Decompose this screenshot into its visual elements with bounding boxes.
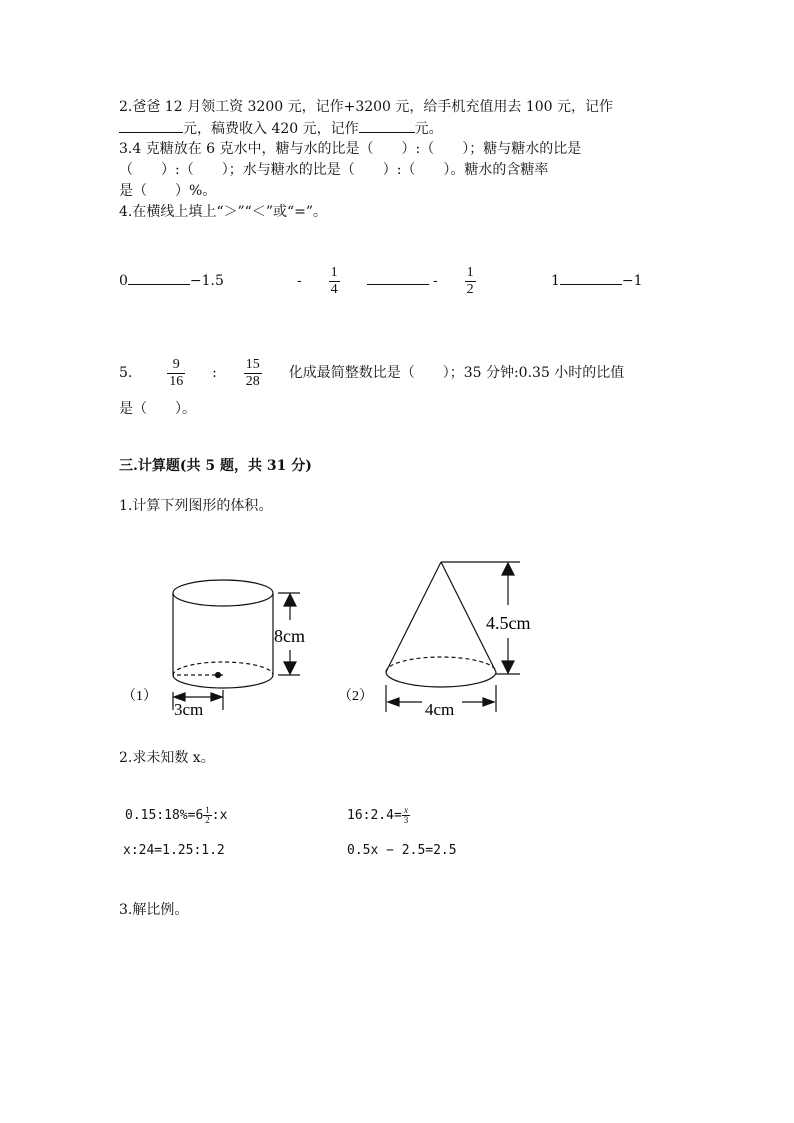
q5-line1: [119, 354, 624, 392]
q5-number: 5.: [119, 365, 133, 381]
equation-1-part: :x: [211, 808, 228, 823]
fraction-one-half: $\frac{1}{2}$: [466, 264, 474, 297]
fraction-x-over-3: $\frac{x}{3}$: [403, 805, 409, 825]
cylinder-bottom-back: [173, 662, 273, 675]
q2-line2: [119, 118, 443, 139]
cone-base-back: [386, 657, 496, 672]
q2-line1: 2.爸爸 12 月领工资 3200 元，记作+3200 元，给手机充值用去 100 元，记作: [119, 99, 614, 115]
equation-3: x:24=1.25:1.2: [123, 843, 225, 858]
figure2-label: （2）: [338, 689, 373, 704]
minus-sign: -: [433, 273, 438, 289]
q4-item1-right: −1.5: [189, 273, 224, 289]
arrowhead: [502, 661, 514, 673]
arrowhead: [502, 563, 514, 575]
calc-q3: 3.解比例。: [119, 902, 189, 918]
cone-base-front: [386, 672, 496, 687]
cylinder-radius-label: 3cm: [174, 700, 204, 719]
minus-sign: -: [297, 273, 302, 289]
mixed-fraction: $\frac{1}{2}$: [205, 805, 210, 825]
equation-2: [347, 806, 410, 826]
equation-4: 0.5x − 2.5=2.5: [347, 843, 457, 858]
answer-blank[interactable]: [367, 270, 429, 285]
answer-blank[interactable]: [119, 118, 183, 133]
cone-left-edge: [386, 562, 441, 672]
q4-item2: [297, 263, 476, 299]
arrowhead: [388, 698, 399, 706]
calc-q1: 1.计算下列图形的体积。: [119, 498, 273, 514]
answer-blank[interactable]: [359, 118, 415, 133]
geometry-figures: [110, 550, 560, 725]
arrowhead: [211, 693, 222, 701]
q4-instruction: 4.在横线上填上“＞”“＜”或“=”。: [119, 204, 328, 220]
q4-item1: [119, 270, 224, 291]
center-dot: [216, 673, 221, 678]
colon: :: [212, 365, 217, 381]
section-title: 三.计算题(共 5 题，共 31 分): [119, 458, 312, 474]
cone-height-label: 4.5cm: [486, 613, 531, 633]
q5-line2: 是（ ）。: [119, 401, 196, 417]
fraction-15-28: $\frac{15}{28}$: [245, 356, 260, 389]
q3-line2: （ ）:（ ）；水与糖水的比是（ ）:（ ）。糖水的含糖率: [119, 162, 549, 178]
equation-1-part: 0.15:18%=6: [125, 808, 204, 823]
q3-line1: 3.4 克糖放在 6 克水中，糖与水的比是（ ）:（ ）；糖与糖水的比是: [119, 141, 582, 157]
arrowhead: [284, 594, 296, 606]
calc-q2: 2.求未知数 x。: [119, 750, 215, 766]
q4-item3-left: 1: [551, 273, 560, 289]
q4-item3-right: −1: [621, 273, 643, 289]
arrowhead: [483, 698, 494, 706]
fraction-9-16: $\frac{9}{16}$: [169, 356, 184, 389]
cylinder-bottom-front: [173, 675, 273, 688]
q5-text: 化成最简整数比是（ ）；35 分钟:0.35 小时的比值: [288, 365, 625, 381]
answer-blank[interactable]: [128, 270, 190, 285]
figure1-label: （1）: [122, 689, 157, 704]
equation-2-part: 16:2.4=: [347, 808, 402, 823]
answer-blank[interactable]: [560, 270, 622, 285]
q3-line3: 是（ ）%。: [119, 183, 217, 199]
cone-figure: [386, 562, 520, 712]
cone-diameter-label: 4cm: [425, 700, 455, 719]
q2-text-end: 元。: [414, 121, 443, 137]
fraction-one-quarter: $\frac{1}{4}$: [330, 264, 338, 297]
arrowhead: [284, 662, 296, 674]
q4-item1-left: 0: [119, 273, 128, 289]
q2-text: 元，稿费收入 420 元，记作: [183, 121, 359, 137]
equation-1: [125, 806, 227, 826]
cylinder-height-label: 8cm: [274, 626, 305, 646]
cylinder-top: [173, 580, 273, 606]
q4-item3: [551, 270, 643, 291]
